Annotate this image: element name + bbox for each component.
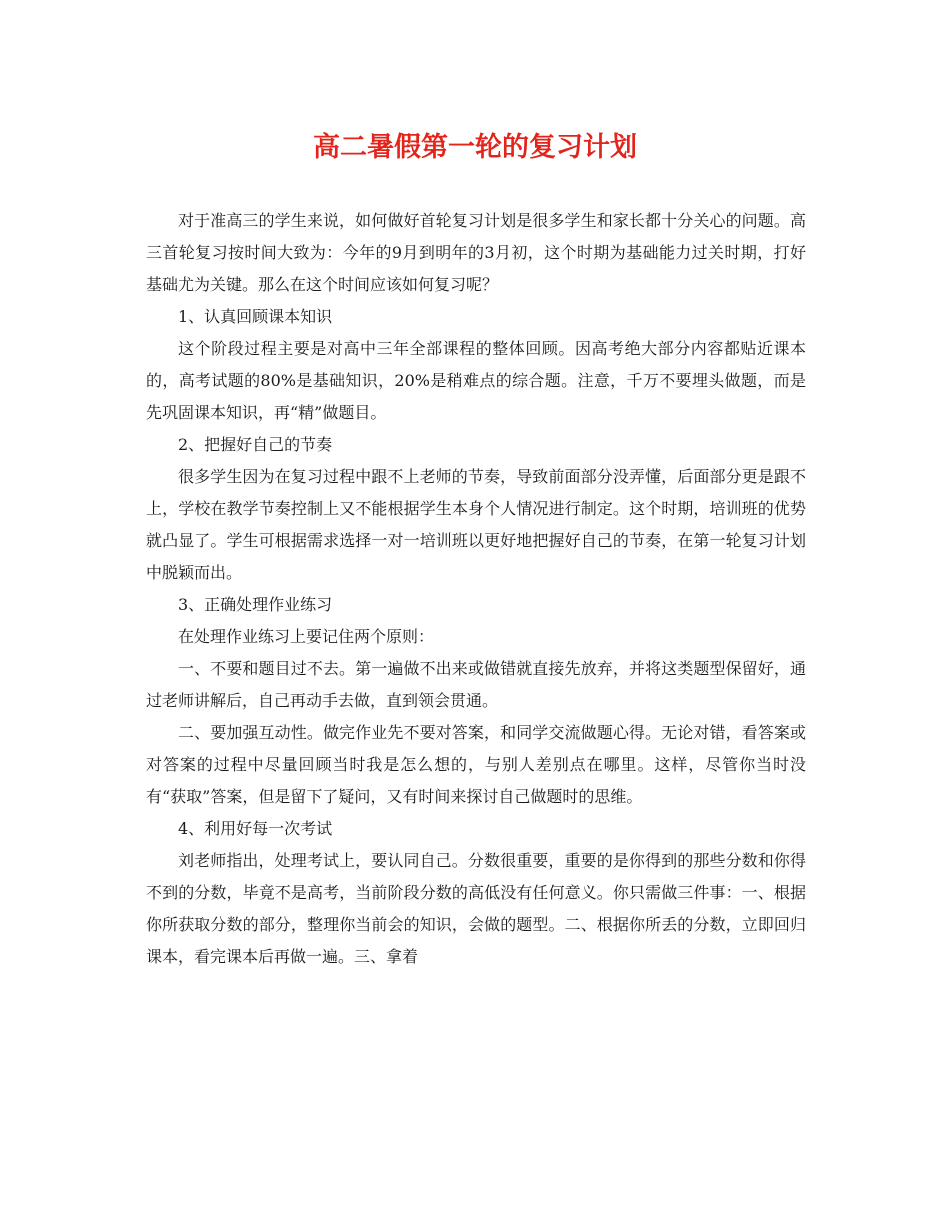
document-title: 高二暑假第一轮的复习计划 [313, 132, 637, 163]
heading-4: 4、利用好每一次考试 [178, 819, 333, 838]
heading-1: 1、认真回顾课本知识 [178, 307, 333, 326]
paragraph-3-principle-2: 二、要加强互动性。做完作业先不要对答案，和同学交流做题心得。无论对错，看答案或对答案的过程中尽量回顾当时我是怎么想的，与别人差别点在哪里。这样，尽管你当时没有“获取”答案，但是留下了疑问，又有时间来探讨自己做题时的思维。 [146, 723, 806, 806]
heading-3: 3、正确处理作业练习 [178, 595, 333, 614]
paragraph-2: 很多学生因为在复习过程中跟不上老师的节奏，导致前面部分没弄懂，后面部分更是跟不上，学校在教学节奏控制上又不能根据学生本身个人情况进行制定。这个时期，培训班的优势就凸显了。学生可根据需求选择一对一培训班以更好地把握好自己的节奏，在第一轮复习计划中脱颖而出。 [146, 467, 806, 582]
paragraph-3-principle-1: 一、不要和题目过不去。第一遍做不出来或做错就直接先放弃，并将这类题型保留好，通过老师讲解后，自己再动手去做，直到领会贯通。 [146, 659, 806, 710]
heading-2: 2、把握好自己的节奏 [178, 435, 333, 454]
paragraph-3-intro: 在处理作业练习上要记住两个原则： [178, 627, 435, 646]
paragraph-4: 刘老师指出，处理考试上，要认同自己。分数很重要，重要的是你得到的那些分数和你得不到的分数，毕竟不是高考，当前阶段分数的高低没有任何意义。你只需做三件事：一、根据你所获取分数的部分，整理你当前会的知识，会做的题型。二、根据你所丢的分数，立即回归课本，看完课本后再做一遍。三、拿着 [146, 851, 806, 966]
paragraph-1: 这个阶段过程主要是对高中三年全部课程的整体回顾。因高考绝大部分内容都贴近课本的，高考试题的80%是基础知识，20%是稍难点的综合题。注意，千万不要埋头做题，而是先巩固课本知识，再“精”做题目。 [146, 339, 806, 422]
document-body [146, 205, 806, 973]
paragraph-intro: 对于准高三的学生来说，如何做好首轮复习计划是很多学生和家长都十分关心的问题。高三首轮复习按时间大致为：今年的9月到明年的3月初，这个时期为基础能力过关时期，打好基础尤为关键。那么在这个时间应该如何复习呢？ [146, 211, 806, 294]
